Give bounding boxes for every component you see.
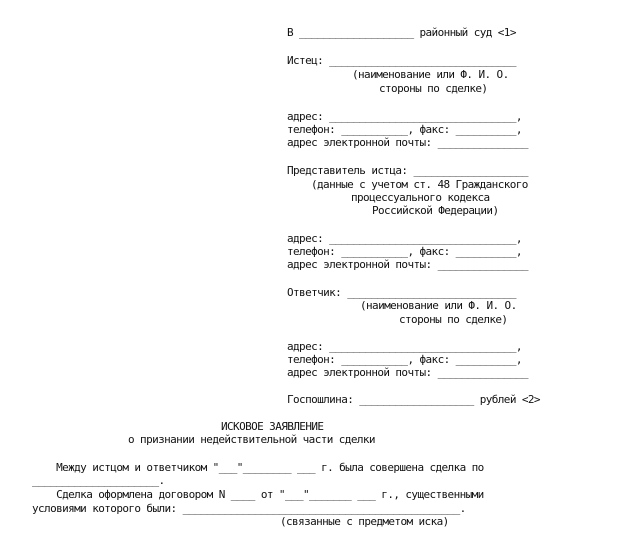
plaintiff-address: адрес: _______________________________,: [287, 110, 522, 123]
representative-note-1: (данные с учетом ст. 48 Гражданского: [311, 178, 528, 191]
paragraph-2-note: (связанные с предметом иска): [280, 515, 449, 528]
representative-note-2: процессуального кодекса: [351, 191, 490, 204]
paragraph-1-line-2: _____________________.: [32, 474, 165, 487]
defendant-line: Ответчик: ____________________________: [287, 286, 516, 299]
document-subtitle: о признании недействительной части сделки: [128, 433, 375, 446]
court-line: В ___________________ районный суд <1>: [287, 26, 516, 39]
state-fee-line: Госпошлина: ___________________ рублей <2>: [287, 393, 540, 406]
representative-address: адрес: _______________________________,: [287, 232, 522, 245]
paragraph-2-line-2: условиями которого были: ______________________________________________.: [32, 502, 466, 515]
plaintiff-email: адрес электронной почты: _______________: [287, 136, 528, 149]
defendant-address: адрес: _______________________________,: [287, 340, 522, 353]
document-title: ИСКОВОЕ ЗАЯВЛЕНИЕ: [221, 420, 324, 433]
plaintiff-line: Истец: _______________________________: [287, 54, 516, 67]
defendant-phone: телефон: ___________, факс: __________,: [287, 353, 522, 366]
defendant-email: адрес электронной почты: _______________: [287, 366, 528, 379]
paragraph-1-line-1: Между истцом и ответчиком "___"________ ___ г. была совершена сделка по: [32, 461, 484, 474]
defendant-note-2: стороны по сделке): [399, 313, 508, 326]
representative-email: адрес электронной почты: _______________: [287, 258, 528, 271]
representative-phone: телефон: ___________, факс: __________,: [287, 245, 522, 258]
representative-note-3: Российской Федерации): [372, 204, 499, 217]
plaintiff-note-1: (наименование или Ф. И. О.: [352, 68, 509, 81]
paragraph-2-line-1: Сделка оформлена договором N ____ от "___"_______ ___ г., существенными: [32, 488, 484, 501]
defendant-note-1: (наименование или Ф. И. О.: [360, 299, 517, 312]
plaintiff-note-2: стороны по сделке): [379, 82, 488, 95]
plaintiff-phone: телефон: ___________, факс: __________,: [287, 123, 522, 136]
representative-line: Представитель истца: ___________________: [287, 164, 528, 177]
